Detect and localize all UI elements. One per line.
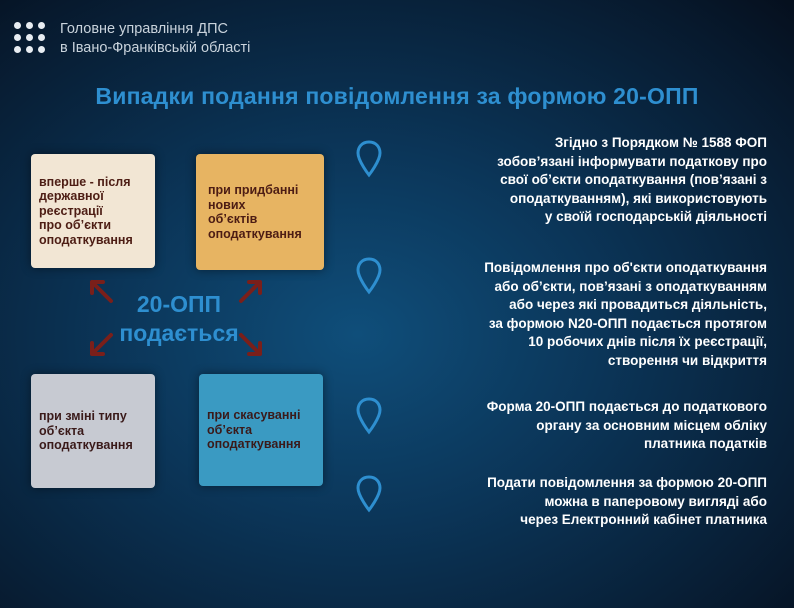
map-pin-icon: [355, 474, 383, 514]
map-pin-icon: [355, 139, 383, 179]
case-card-text: при придбанні нових об’єктів оподаткування: [208, 183, 302, 241]
info-line: можна в паперовому вигляді або: [544, 493, 767, 509]
arrow-down-right-icon: [236, 330, 266, 360]
case-card-text: вперше - після державної реєстрації про об’єкти оподаткування: [39, 174, 133, 247]
center-label-line-1: 20-ОПП: [136, 291, 222, 317]
info-line: створення чи відкриття: [607, 352, 767, 368]
info-line: у своїй господарській діяльності: [544, 209, 767, 224]
arrow-down-left-icon: [86, 330, 116, 360]
arrow-up-left-icon: [86, 276, 116, 306]
info-line: оподаткуванням), які використовують: [509, 190, 767, 206]
info-item-2: [484, 259, 767, 370]
case-card-cancellation: [199, 374, 323, 486]
info-line: 10 робочих днів після їх реєстрації,: [528, 334, 767, 349]
dots-grid-logo-icon: [14, 22, 48, 56]
info-line: Форма 20-ОПП подається до податкового: [486, 399, 767, 414]
info-item-3: [487, 398, 767, 454]
info-line: Повідомлення про об'єкти оподаткування: [484, 260, 767, 275]
map-pin-icon: [355, 396, 383, 436]
info-line: через Електронний кабінет платника: [520, 512, 767, 527]
organization-name: [60, 20, 250, 58]
map-pin-icon: [355, 256, 383, 296]
info-line: Подати повідомлення за формою 20-ОПП: [487, 475, 767, 490]
case-card-text: при зміні типу об’єкта оподаткування: [39, 409, 133, 453]
page-title: Випадки подання повідомлення за формою 20-ОПП: [95, 83, 699, 109]
org-line-2: в Івано-Франківській області: [60, 40, 251, 56]
info-line: або об’єкти, пов’язані з оподаткуванням: [494, 278, 767, 294]
info-line: Згідно з Порядком № 1588 ФОП: [554, 135, 767, 150]
center-label-line-2: подається: [119, 320, 239, 346]
org-line-1: Головне управління ДПС: [60, 21, 229, 37]
case-card-type-change: [31, 374, 155, 488]
info-line: органу за основним місцем обліку: [536, 417, 767, 433]
arrow-up-right-icon: [236, 276, 266, 306]
info-item-4: [487, 474, 767, 530]
case-card-new-objects: [196, 154, 324, 270]
info-line: свої об’єкти оподаткування (пов’язані з: [500, 172, 767, 187]
info-line: платника податків: [643, 436, 767, 451]
case-card-text: при скасуванні об’єкта оподаткування: [207, 408, 301, 452]
case-card-first-registration: [31, 154, 155, 268]
info-line: або через які провадиться діяльність,: [509, 297, 767, 312]
info-item-1: [497, 134, 767, 227]
info-line: за формою N20-ОПП подається протягом: [488, 315, 767, 331]
info-line: зобов’язані інформувати податкову про: [497, 153, 767, 169]
